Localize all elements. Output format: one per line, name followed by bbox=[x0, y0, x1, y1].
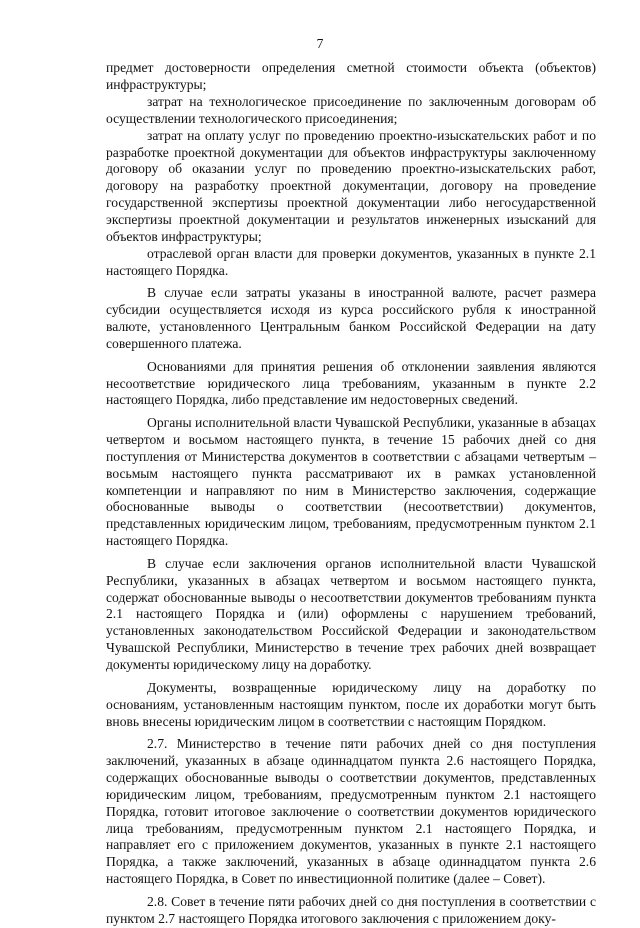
section-2-7: 2.7. Министерство в течение пяти рабочих дней со дня поступления заключений, указанных в абзаце одиннадцатом пункта 2.6 настоящего Порядка, содержащих обоснованные выводы о соответствии документов, представленных юридическим лицом, требованиям, предусмотренным пунктом 2.1 настоящего Порядка, готовит итоговое заключение о соответствии документов юридического лица требованиям, предусмотренным пунктом 2.1 настоящего Порядка, и направляет его с приложением документов, указанных в пункте 2.1 настоящего Порядка, а также заключений, указанных в абзаце одиннадцатом пункта 2.6 настоящего Порядка, в Совет по инвестиционной политике (далее – Совет). bbox=[106, 736, 596, 887]
paragraph: Документы, возвращенные юридическому лицу на доработку по основаниям, установленным настоящим пунктом, после их доработки могут быть вновь внесены юридическим лицом в соответствии с настоящим Порядком. bbox=[106, 679, 596, 729]
paragraph: В случае если заключения органов исполнительной власти Чувашской Республики, указанных в абзацах четвертом и восьмом настоящего пункта, содержат обоснованные выводы о несоответствии документов требованиям пункта 2.1 настоящего Порядка и (или) оформлены с нарушением требований, установленных законодательством Российской Федерации и законодательством Чувашской Республики, Министерство в течение трех рабочих дней возвращает документы юридическому лицу на доработку. bbox=[106, 555, 596, 673]
page-number: 7 bbox=[316, 36, 324, 51]
section-2-8: 2.8. Совет в течение пяти рабочих дней со дня поступления в соответствии с пунктом 2.7 настоящего Порядка итогового заключения с приложением доку- bbox=[106, 893, 596, 926]
paragraph-continuation: предмет достоверности определения сметной стоимости объекта (объектов) инфраструктуры; bbox=[106, 60, 596, 92]
paragraph: отраслевой орган власти для проверки документов, указанных в пункте 2.1 настоящего Порядка. bbox=[106, 245, 596, 278]
paragraph: Органы исполнительной власти Чувашской Республики, указанные в абзацах четвертом и восьмом настоящего пункта, в течение 15 рабочих дней со дня поступления от Министерства документов в соответствии с абзацами четвертым – восьмым настоящего пункта рассматривают их в рамках установленной компетенции и направляют по ним в Министерство заключения, содержащие обоснованные выводы о соответствии (несоответствии) документов, представленных юридическим лицом, требованиям, предусмотренным пунктом 2.1 настоящего Порядка. bbox=[106, 414, 596, 549]
paragraph: Основаниями для принятия решения об отклонении заявления являются несоответствие юридического лица требованиям, указанным в пункте 2.2 настоящего Порядка, либо представление им недостоверных сведений. bbox=[106, 358, 596, 408]
document-body bbox=[106, 60, 596, 928]
paragraph: затрат на оплату услуг по проведению проектно-изыскательских работ и по разработке проектной документации для объектов инфраструктуры заключенному договору об оказании услуг по проведению проектно-изыскательских работ, договору на разработку проектной документации, договору на проведение государственной экспертизы проектной документации либо негосударственной экспертизы проектной документации и результатов инженерных изысканий для объектов инфраструктуры; bbox=[106, 127, 596, 245]
paragraph: затрат на технологическое присоединение по заключенным договорам об осуществлении технологического присоединения; bbox=[106, 93, 596, 126]
paragraph: В случае если затраты указаны в иностранной валюте, расчет размера субсидии осуществляется исходя из курса российского рубля к иностранной валюте, установленного Центральным банком Российской Федерации на дату совершенного платежа. bbox=[106, 285, 596, 352]
